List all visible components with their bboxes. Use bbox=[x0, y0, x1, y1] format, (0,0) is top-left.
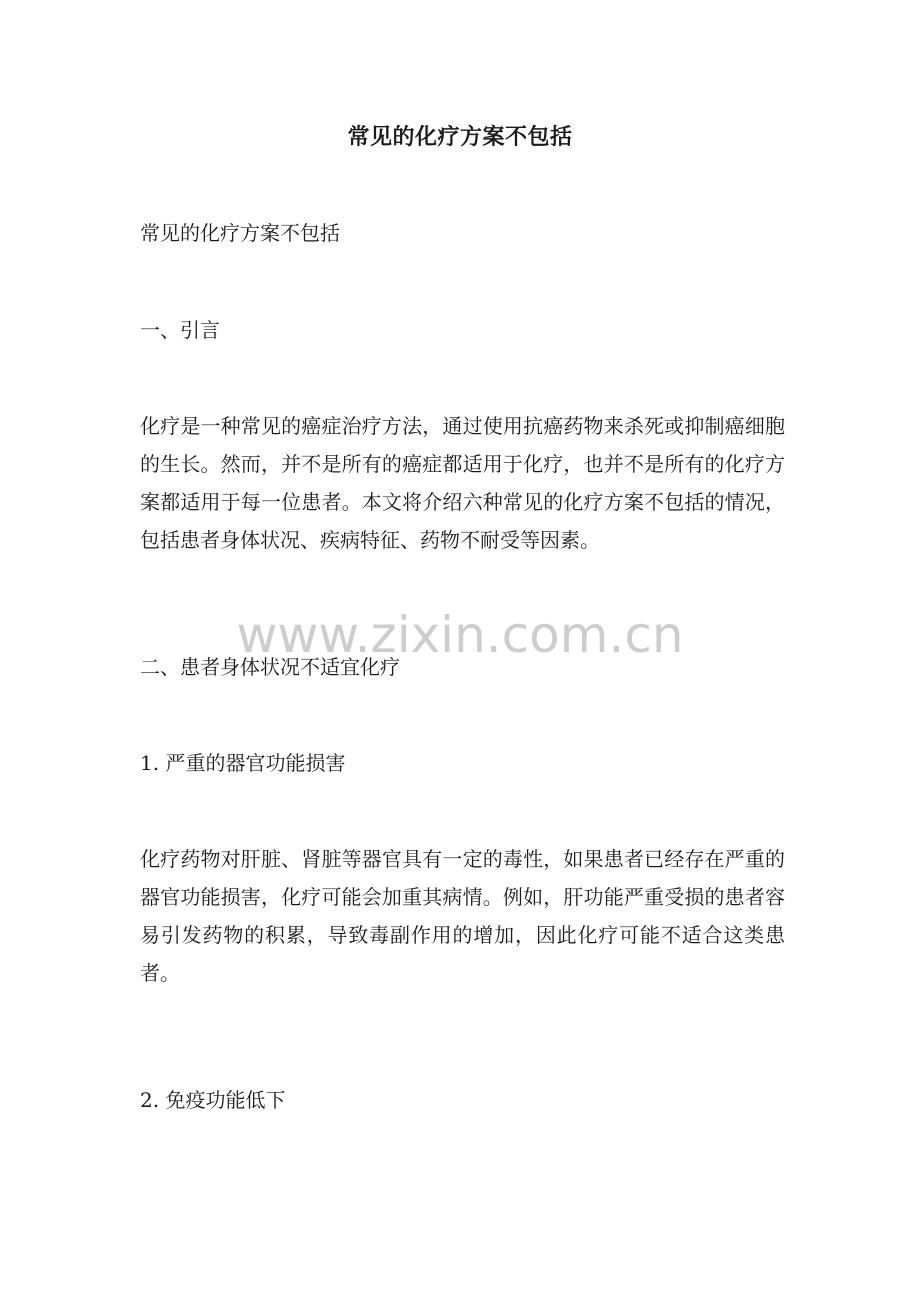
section-heading-introduction: 一、引言 bbox=[140, 318, 220, 342]
watermark-text: www.zixin.com.cn bbox=[236, 606, 684, 664]
item-heading-organ-damage: 1. 严重的器官功能损害 bbox=[140, 751, 346, 775]
organ-damage-paragraph: 化疗药物对肝脏、肾脏等器官具有一定的毒性，如果患者已经存在严重的器官功能损害，化疗可能会加重其病情。例如，肝功能严重受损的患者容易引发药物的积累，导致毒副作用的增加，因此化疗可能不适合这类患者。 bbox=[140, 847, 785, 985]
introduction-paragraph: 化疗是一种常见的癌症治疗方法，通过使用抗癌药物来杀死或抑制癌细胞的生长。然而，并不是所有的癌症都适用于化疗，也并不是所有的化疗方案都适用于每一位患者。本文将介绍六种常见的化疗方案不包括的情况，包括患者身体状况、疾病特征、药物不耐受等因素。 bbox=[140, 414, 785, 552]
document-subtitle: 常见的化疗方案不包括 bbox=[140, 221, 340, 245]
section-heading-patient-condition: 二、患者身体状况不适宜化疗 bbox=[140, 655, 400, 679]
item-heading-immune-deficiency: 2. 免疫功能低下 bbox=[140, 1088, 286, 1112]
document-title: 常见的化疗方案不包括 bbox=[347, 124, 573, 150]
